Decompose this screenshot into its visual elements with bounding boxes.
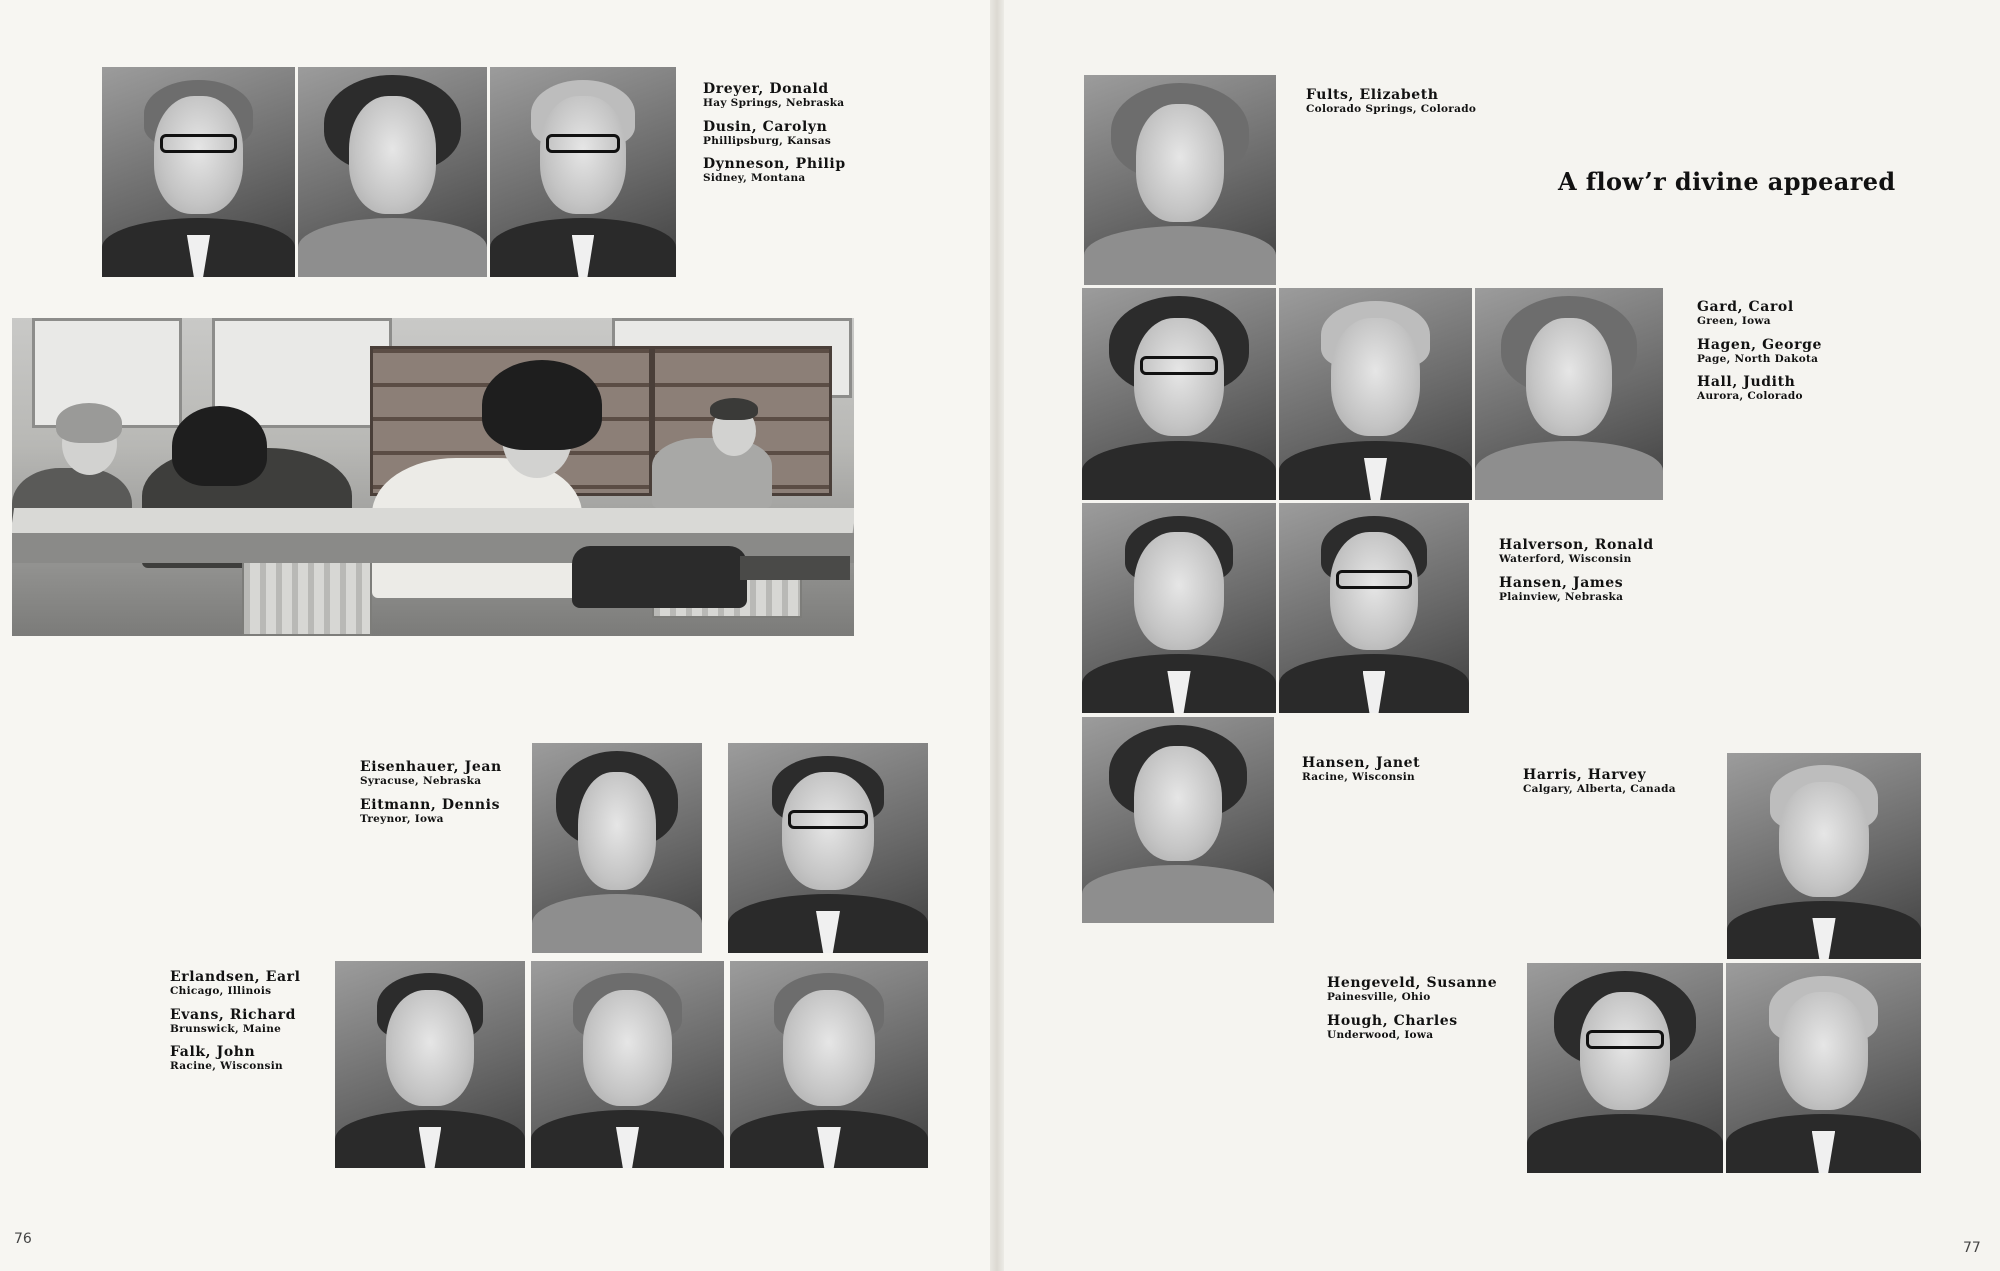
student-hometown: Painesville, Ohio (1327, 991, 1431, 1003)
student-name: Dusin, Carolyn (703, 118, 828, 135)
caption-entry (170, 970, 301, 997)
student-name: Dynneson, Philip (703, 156, 846, 172)
student-name: Eisenhauer, Jean (360, 759, 502, 775)
student-hometown: Hay Springs, Nebraska (703, 97, 845, 109)
portrait-eitmann-dennis (728, 743, 928, 953)
student-name: Dreyer, Donald (703, 81, 829, 97)
portrait-erlandsen-earl (335, 961, 525, 1168)
caption-entry (1523, 768, 1676, 795)
caption-group-hansen-janet (1302, 756, 1420, 794)
caption-entry (703, 82, 846, 109)
portrait-halverson-ronald (1082, 503, 1276, 713)
student-name: Eitmann, Dennis (360, 796, 501, 813)
page-number-right: 77 (1963, 1240, 1981, 1256)
caption-entry (1499, 576, 1654, 603)
student-hometown: Chicago, Illinois (170, 985, 272, 997)
caption-entry (703, 157, 846, 184)
caption-entry (1697, 300, 1822, 327)
caption-entry (1306, 88, 1476, 115)
student-hometown: Aurora, Colorado (1697, 390, 1803, 402)
portrait-hengeveld-susanne (1527, 963, 1723, 1173)
handbag (572, 546, 747, 608)
student-name: Falk, John (170, 1044, 256, 1060)
caption-entry (360, 760, 502, 787)
student-name: Erlandsen, Earl (170, 969, 301, 985)
student-name: Halverson, Ronald (1499, 537, 1654, 553)
student-hometown: Syracuse, Nebraska (360, 775, 482, 787)
student-name: Evans, Richard (170, 1006, 296, 1023)
portrait-dynneson-philip (490, 67, 676, 277)
caption-entry (1499, 538, 1654, 565)
portrait-hansen-janet (1082, 717, 1274, 923)
student-hometown: Treynor, Iowa (360, 812, 444, 825)
caption-group-gard (1697, 300, 1822, 413)
portrait-hansen-james (1279, 503, 1469, 713)
caption-entry (1327, 1014, 1497, 1041)
portrait-dusin-carolyn (298, 67, 487, 277)
caption-group-hengeveld (1327, 976, 1497, 1051)
student-hometown: Page, North Dakota (1697, 352, 1819, 365)
student-name: Fults, Elizabeth (1306, 87, 1439, 103)
study-hall-photo (12, 318, 854, 636)
student-hometown: Racine, Wisconsin (1302, 771, 1415, 783)
portrait-gard-carol (1082, 288, 1276, 500)
portrait-evans-richard (531, 961, 724, 1168)
portrait-falk-john (730, 961, 928, 1168)
student-hometown: Phillipsburg, Kansas (703, 134, 832, 147)
caption-group-harris (1523, 768, 1676, 806)
portrait-eisenhauer-jean (532, 743, 702, 953)
caption-entry (170, 1008, 301, 1035)
student-name: Hough, Charles (1327, 1012, 1458, 1029)
student-name: Hagen, George (1697, 336, 1822, 353)
page-headline: A flow’r divine appeared (1558, 167, 1896, 196)
student-hometown: Plainview, Nebraska (1499, 590, 1624, 603)
student-name: Harris, Harvey (1523, 767, 1647, 783)
student-name: Hansen, Janet (1302, 755, 1421, 771)
portrait-hall-judith (1475, 288, 1663, 500)
book-gutter (990, 0, 1004, 1271)
caption-group-fults (1306, 88, 1476, 126)
student-name: Gard, Carol (1697, 299, 1794, 315)
student-hometown: Sidney, Montana (703, 172, 806, 184)
portrait-dreyer-donald (102, 67, 295, 277)
caption-entry (703, 120, 846, 147)
caption-entry (170, 1045, 301, 1072)
caption-entry (1697, 338, 1822, 365)
caption-group-dreyer (703, 82, 846, 195)
student-name: Hengeveld, Susanne (1327, 975, 1498, 991)
caption-group-eisenhauer (360, 760, 502, 835)
caption-group-halverson (1499, 538, 1654, 613)
caption-entry (1697, 375, 1822, 402)
student-hometown: Brunswick, Maine (170, 1022, 282, 1035)
student-hometown: Underwood, Iowa (1327, 1028, 1434, 1041)
student-name: Hansen, James (1499, 574, 1624, 591)
book-stack (740, 556, 850, 580)
caption-entry (1302, 756, 1420, 783)
student-hometown: Calgary, Alberta, Canada (1523, 783, 1676, 795)
portrait-hagen-george (1279, 288, 1472, 500)
caption-entry (1327, 976, 1497, 1003)
student-hometown: Racine, Wisconsin (170, 1060, 283, 1072)
caption-group-erlandsen (170, 970, 301, 1083)
portrait-hough-charles (1726, 963, 1921, 1173)
student-hometown: Colorado Springs, Colorado (1306, 103, 1477, 115)
caption-entry (360, 798, 502, 825)
portrait-harris-harvey (1727, 753, 1921, 959)
student-name: Hall, Judith (1697, 374, 1796, 390)
page-number-left: 76 (14, 1231, 32, 1247)
student-hometown: Waterford, Wisconsin (1499, 553, 1632, 565)
student-hometown: Green, Iowa (1697, 315, 1771, 327)
portrait-fults-elizabeth (1084, 75, 1276, 285)
